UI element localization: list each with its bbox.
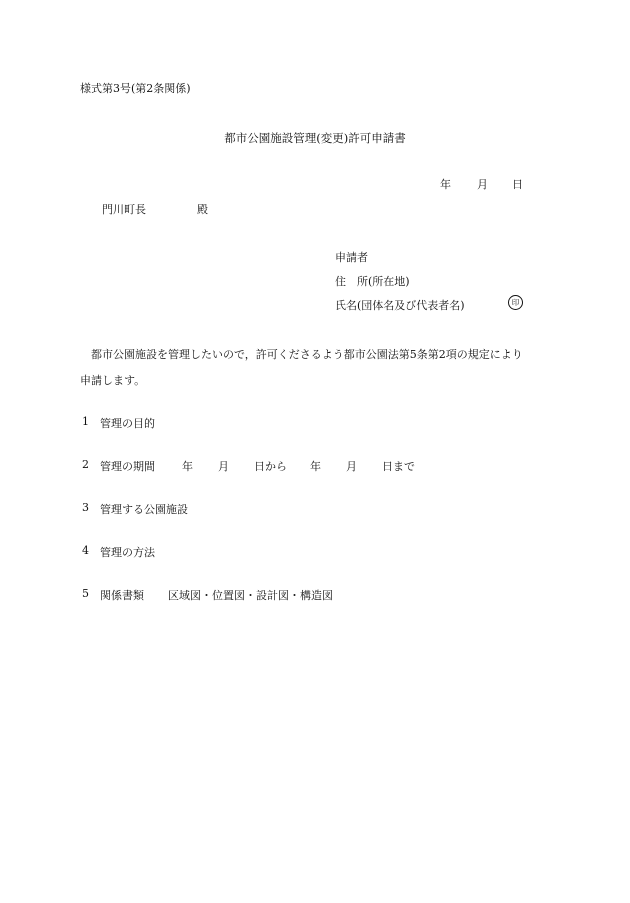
addressee-honorific: 殿 xyxy=(197,203,208,216)
item-period xyxy=(82,458,155,473)
related-documents-list: 区域図・位置図・設計図・構造図 xyxy=(168,589,333,602)
item-number: 4 xyxy=(82,544,89,557)
item-label: 関係書類 xyxy=(100,589,144,602)
item-number: 3 xyxy=(82,501,89,514)
body-line-2: 申請します。 xyxy=(80,374,146,387)
item-method xyxy=(82,544,155,559)
period-end-year-label: 年 xyxy=(310,460,321,473)
applicant-name-label: 氏名(団体名及び代表者名) xyxy=(335,299,465,312)
item-label: 管理する公園施設 xyxy=(100,503,188,516)
addressee-name: 門川町長 xyxy=(102,203,146,216)
period-end-month-label: 月 xyxy=(346,460,357,473)
period-end-day-label: 日まで xyxy=(382,460,415,473)
item-label: 管理の目的 xyxy=(100,417,155,430)
item-label: 管理の方法 xyxy=(100,546,155,559)
seal-icon: 印 xyxy=(508,295,523,310)
body-line-1: 都市公園施設を管理したいので，許可くださるよう都市公園法第5条第2項の規定により xyxy=(91,348,523,361)
applicant-heading: 申請者 xyxy=(335,251,368,264)
item-facility xyxy=(82,501,188,516)
date-year-label: 年 xyxy=(440,178,451,191)
period-start-day-label: 日から xyxy=(254,460,287,473)
item-number: 5 xyxy=(82,587,89,600)
document-title: 都市公園施設管理(変更)許可申請書 xyxy=(224,131,406,145)
item-number: 1 xyxy=(82,415,89,428)
item-related-documents xyxy=(82,587,144,602)
body-paragraph xyxy=(80,342,550,394)
item-purpose xyxy=(82,415,155,430)
date-day-label: 日 xyxy=(512,178,523,191)
period-start-month-label: 月 xyxy=(218,460,229,473)
form-number: 様式第3号(第2条関係) xyxy=(80,82,191,95)
period-start-year-label: 年 xyxy=(182,460,193,473)
item-label: 管理の期間 xyxy=(100,460,155,473)
date-month-label: 月 xyxy=(477,178,488,191)
item-number: 2 xyxy=(82,458,89,471)
applicant-address-label: 住 所(所在地) xyxy=(335,275,410,288)
